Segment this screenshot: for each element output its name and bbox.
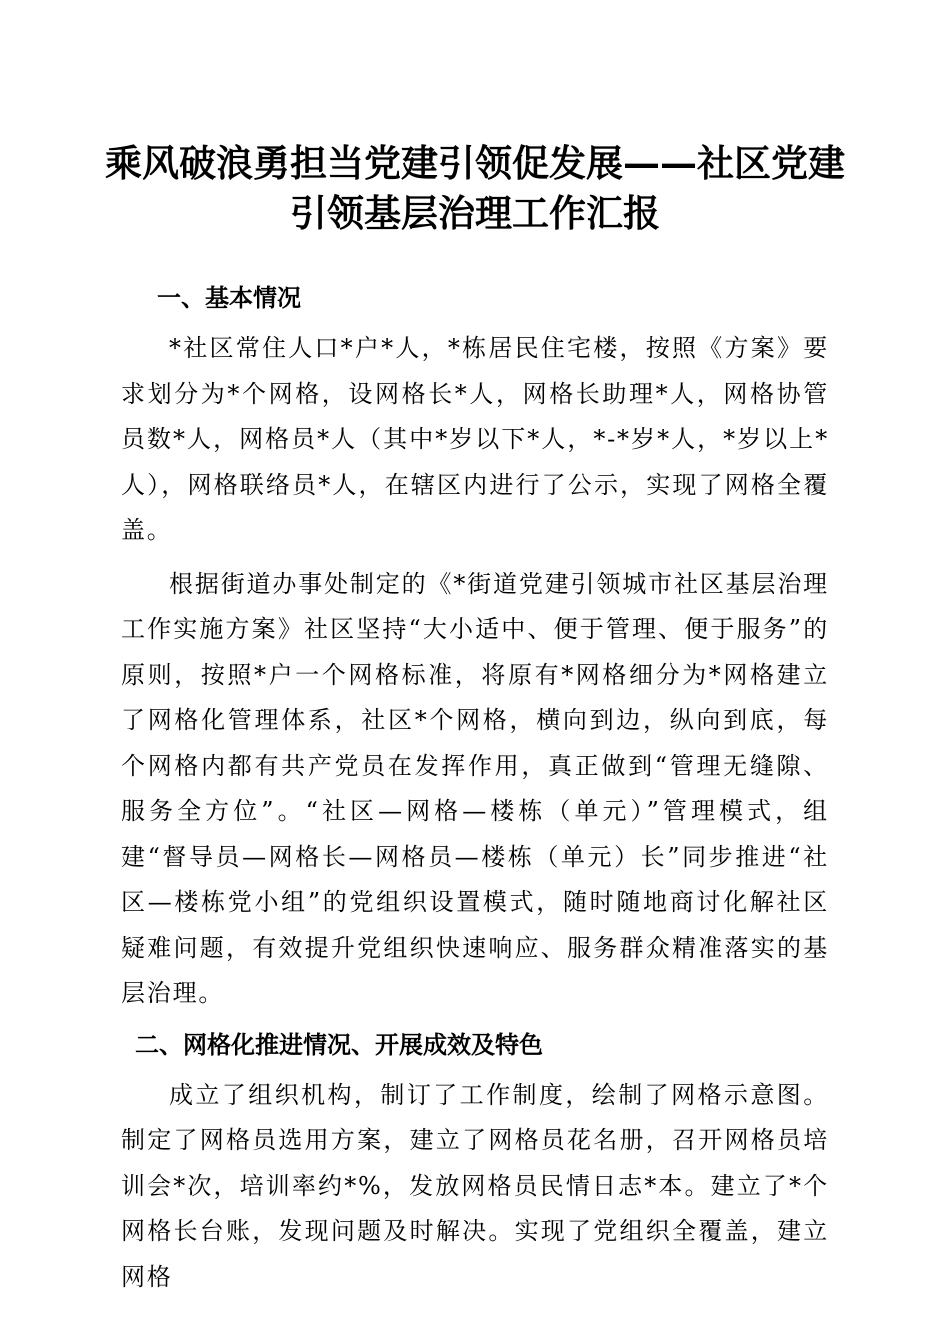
- section-1-paragraph-2: 根据街道办事处制定的《*街道党建引领城市社区基层治理工作实施方案》社区坚持“大小适中、便于管理、便于服务”的原则，按照*户一个网格标准，将原有*网格细分为*网格建立了网格化管理体系，社区*个网格，横向到边，纵向到底，每个网格内都有共产党员在发挥作用，真正做到“管理无缝隙、服务全方位”。“社区—网格—楼栋（单元）”管理模式，组建“督导员—网格长—网格员—楼栋（单元）长”同步推进“社区—楼栋党小组”的党组织设置模式，随时随地商讨化解社区疑难问题，有效提升党组织快速响应、服务群众精准落实的基层治理。: [121, 569, 829, 1007]
- title-line-2: 引领基层治理工作汇报: [290, 191, 660, 235]
- section-2-heading: 二、网格化推进情况、开展成效及特色: [135, 1030, 543, 1059]
- document-title: [100, 138, 850, 238]
- document-body: [121, 280, 829, 1308]
- section-2-paragraph-1: 成立了组织机构，制订了工作制度，绘制了网格示意图。制定了网格员选用方案，建立了网格员花名册，召开网格员培训会*次，培训率约*%，发放网格员民情日志*本。建立了*个网格长台账，发现问题及时解决。实现了党组织全覆盖，建立网格: [121, 1080, 829, 1291]
- section-1-paragraph-1: *社区常住人口*户*人，*栋居民住宅楼，按照《方案》要求划分为*个网格，设网格长*人，网格长助理*人，网格协管员数*人，网格员*人（其中*岁以下*人，*-*岁*人，*岁以上*人），网格联络员*人，在辖区内进行了公示，实现了网格全覆盖。: [121, 334, 829, 544]
- title-line-1: 乘风破浪勇担当党建引领促发展——社区党建: [105, 141, 845, 185]
- section-1-heading: 一、基本情况: [157, 284, 301, 312]
